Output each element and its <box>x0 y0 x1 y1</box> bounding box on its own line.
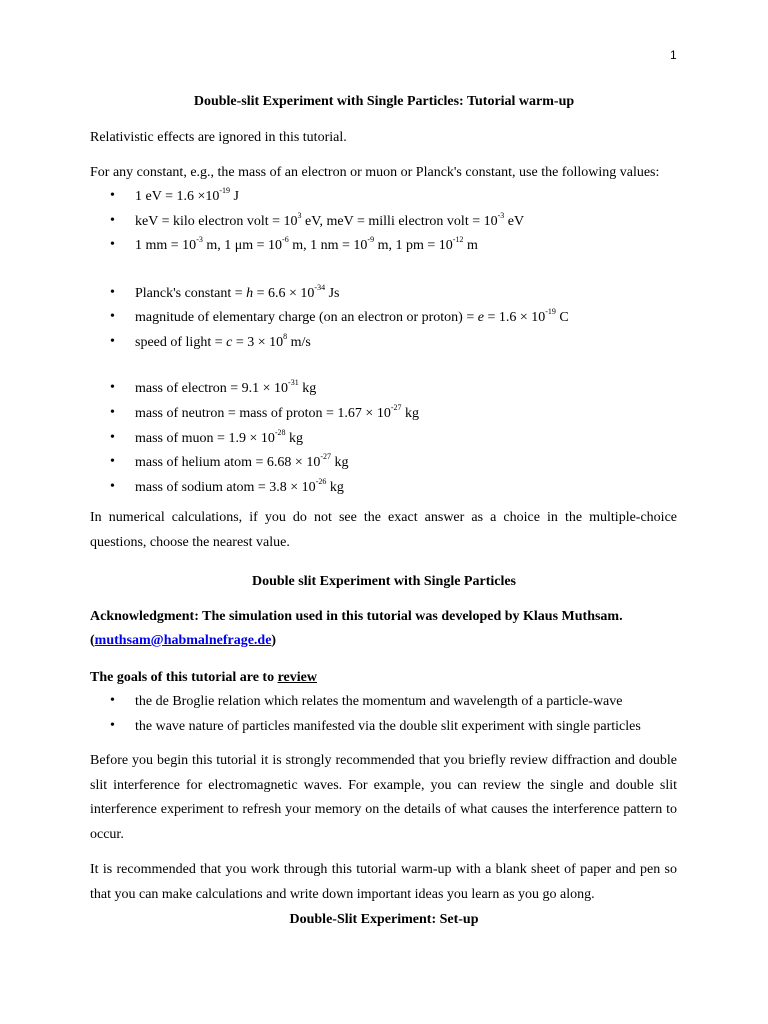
bullet-icon: • <box>110 718 115 733</box>
page-title: Double-slit Experiment with Single Particles: Tutorial warm-up <box>193 94 575 109</box>
intro-text: Relativistic effects are ignored in this tutorial. <box>90 130 347 145</box>
constants-intro: For any constant, e.g., the mass of an electron or muon or Planck's constant, use the following values: <box>90 165 660 180</box>
bullet-icon: • <box>110 380 115 395</box>
review-paragraph: Before you begin this tutorial it is strongly recommended that you briefly review diffraction and double slit interference for electromagnetic waves. For example, you can review the single and double slit interference experiment to refresh your memory on the details of what causes the interference pattern to occur. <box>90 753 677 842</box>
list-item-mass-muon: mass of muon = $1.9 \times 10^{-28}$ kg <box>135 428 304 446</box>
list-item-planck: Planck's constant = $h = 6.6 \times 10^{-34}$ Js <box>135 283 340 301</box>
goal-item: the wave nature of particles manifested via the double slit experiment with single particles <box>135 719 641 734</box>
list-item-mass-electron: mass of electron = $9.1 \times 10^{-31}$ kg <box>135 378 317 396</box>
list-item-kev: keV = kilo electron volt = $10^3$ eV, meV = milli electron volt = $10^{-3}$ eV <box>135 211 525 229</box>
list-item-lengths: 1 mm = $10^{-3}$ m, 1 $\mu m = 10^{-6}$ m, 1 nm = $10^{-9}$ m, 1 pm = $10^{-12}$ m <box>135 235 478 253</box>
acknowledgment-email-line: (muthsam@habmalnefrage.de) <box>90 633 277 648</box>
bullet-icon: • <box>110 479 115 494</box>
page-number: 1 <box>670 48 677 62</box>
bullet-icon: • <box>110 237 115 252</box>
list-item-light: speed of light = $c = 3 \times 10^8$ m/s <box>135 332 311 350</box>
acknowledgment: Acknowledgment: The simulation used in this tutorial was developed by Klaus Muthsam. <box>90 609 623 624</box>
email-link[interactable]: muthsam@habmalnefrage.de <box>94 633 272 648</box>
list-item-ev: 1 eV = $1.6 \times 10^{-19}$ J <box>135 186 239 204</box>
goal-item: the de Broglie relation which relates the momentum and wavelength of a particle-wave <box>135 694 623 709</box>
bullet-icon: • <box>110 309 115 324</box>
list-item-mass-helium: mass of helium atom = $6.68 \times 10^{-27}$ kg <box>135 452 349 470</box>
setup-title: Double-Slit Experiment: Set-up <box>289 912 479 927</box>
bullet-icon: • <box>110 693 115 708</box>
bullet-icon: • <box>110 213 115 228</box>
section-title: Double slit Experiment with Single Particles <box>251 574 517 589</box>
list-item-mass-sodium: mass of sodium atom = $3.8 \times 10^{-26}$ kg <box>135 477 344 495</box>
bullet-icon: • <box>110 430 115 445</box>
bullet-icon: • <box>110 454 115 469</box>
numerical-note: In numerical calculations, if you do not see the exact answer as a choice in the multiple-choice questions, choose the nearest value. <box>90 510 677 550</box>
bullet-icon: • <box>110 405 115 420</box>
bullet-icon: • <box>110 285 115 300</box>
bullet-icon: • <box>110 334 115 349</box>
paper-paragraph: It is recommended that you work through this tutorial warm-up with a blank sheet of paper and pen so that you can make calculations and write down important ideas you learn as you go along. <box>90 862 677 902</box>
bullet-icon: • <box>110 188 115 203</box>
list-item-mass-neutron: mass of neutron = mass of proton = $1.67 \times 10^{-27}$ kg <box>135 403 419 421</box>
list-item-charge: magnitude of elementary charge (on an electron or proton) = $e = 1.6 \times 10^{-19}$ C <box>135 307 569 325</box>
goals-heading: The goals of this tutorial are to review <box>90 670 317 685</box>
